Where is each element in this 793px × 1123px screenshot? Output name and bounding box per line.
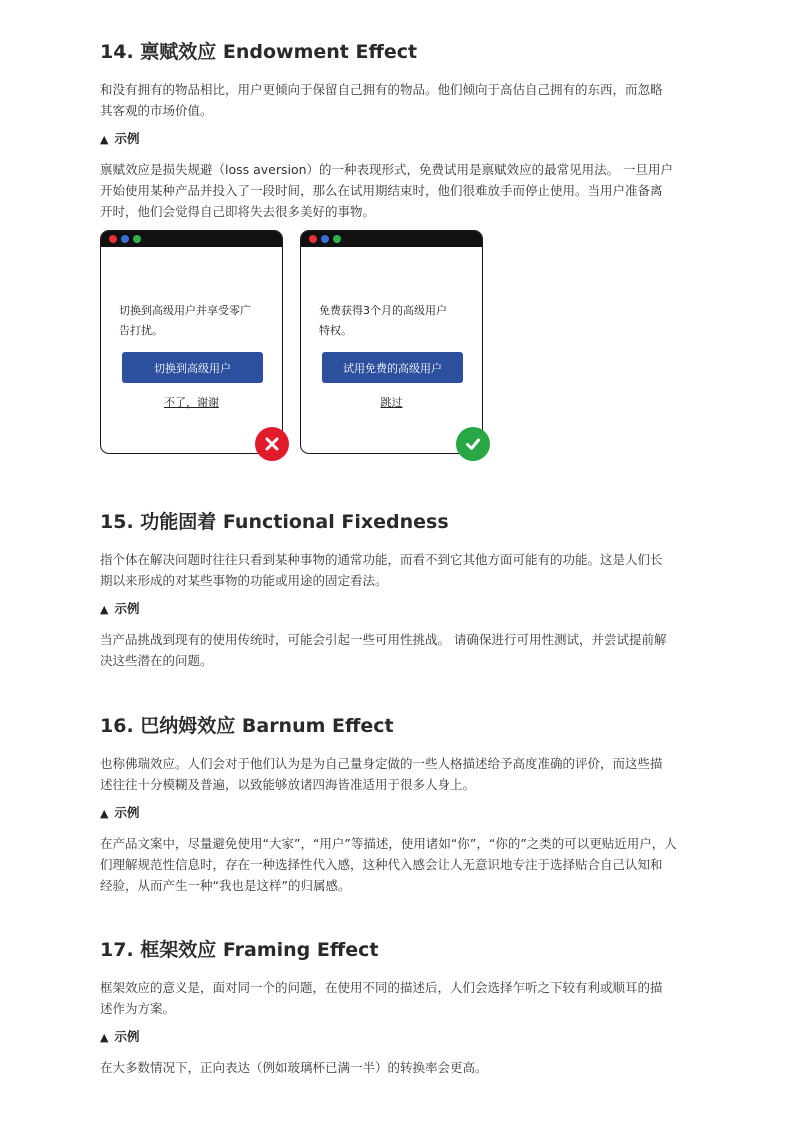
section-barnum-effect [100, 714, 692, 896]
close-dot-icon [109, 235, 117, 243]
mockup-message: 免费获得3个月的高级用户 特权。 [319, 304, 447, 337]
example-text: 禀赋效应是损失规避（loss aversion）的一种表现形式，免费试用是禀赋效应的最常见用法。 一旦用户 开始使用某种产品并投入了一段时间，那么在试用期结束时，他们很难放手而停止使用。当用户准备离 开时，他们会觉得自己即将失去很多美好的事物。 [100, 162, 674, 219]
section-title: 14. 禀赋效应 Endowment Effect [100, 41, 418, 63]
section-functional-fixedness [100, 510, 692, 671]
example-heading: ▲ 示例 [100, 1029, 140, 1044]
example-heading: ▲ 示例 [100, 131, 140, 146]
section-endowment-effect [100, 40, 692, 222]
close-dot-icon [309, 235, 317, 243]
skip-link[interactable]: 跳过 [380, 396, 403, 409]
decline-link[interactable]: 不了，谢谢 [164, 396, 219, 409]
mockup-message: 切换到高级用户并享受零广 告打扰。 [119, 304, 251, 337]
minimize-dot-icon [321, 235, 329, 243]
section-description: 和没有拥有的物品相比，用户更倾向于保留自己拥有的物品。他们倾向于高估自己拥有的东西，而忽略 其客观的市场价值。 [100, 82, 663, 118]
triangle-icon: ▲ [100, 133, 109, 146]
triangle-icon: ▲ [100, 603, 109, 616]
triangle-icon: ▲ [100, 807, 109, 820]
check-icon [456, 427, 490, 461]
example-text: 在产品文案中，尽量避免使用“大家”，“用户”等描述，使用诸如“你”，“你的”之类的可以更贴近用户，人 们理解规范性信息时，存在一种选择性代入感，这种代入感会让人无意识地专注于选择贴合自己认知和 经验，从而产生一种“我也是这样”的归属感。 [100, 836, 677, 893]
example-heading: ▲ 示例 [100, 601, 140, 616]
section-title: 16. 巴纳姆效应 Barnum Effect [100, 715, 394, 737]
section-title: 15. 功能固着 Functional Fixedness [100, 511, 449, 533]
mockup-good-example [300, 230, 483, 454]
example-text: 在大多数情况下，正向表达（例如玻璃杯已满一半）的转换率会更高。 [100, 1060, 488, 1075]
mockup-bad-example [100, 230, 283, 454]
window-title-bar [301, 231, 482, 247]
section-description: 指个体在解决问题时往往只看到某种事物的通常功能，而看不到它其他方面可能有的功能。这是人们长 期以来形成的对某些事物的功能或用途的固定看法。 [100, 552, 663, 588]
section-description: 也称佛瑞效应。人们会对于他们认为是为自己量身定做的一些人格描述给予高度准确的评价，而这些描 述往往十分模糊及普遍，以致能够放诸四海皆准适用于很多人身上。 [100, 756, 663, 792]
minimize-dot-icon [121, 235, 129, 243]
section-framing-effect [100, 938, 692, 1078]
example-text: 当产品挑战到现有的使用传统时，可能会引起一些可用性挑战。 请确保进行可用性测试，并尝试提前解 决这些潜在的问题。 [100, 632, 667, 668]
triangle-icon: ▲ [100, 1031, 109, 1044]
cross-icon [255, 427, 289, 461]
window-title-bar [101, 231, 282, 247]
example-heading: ▲ 示例 [100, 805, 140, 820]
section-description: 框架效应的意义是，面对同一个的问题，在使用不同的描述后，人们会选择乍听之下较有利或顺耳的描 述作为方案。 [100, 980, 663, 1016]
maximize-dot-icon [333, 235, 341, 243]
maximize-dot-icon [133, 235, 141, 243]
free-trial-button[interactable]: 试用免费的高级用户 [322, 352, 463, 383]
section-title: 17. 框架效应 Framing Effect [100, 939, 379, 961]
upgrade-button[interactable]: 切换到高级用户 [122, 352, 263, 383]
